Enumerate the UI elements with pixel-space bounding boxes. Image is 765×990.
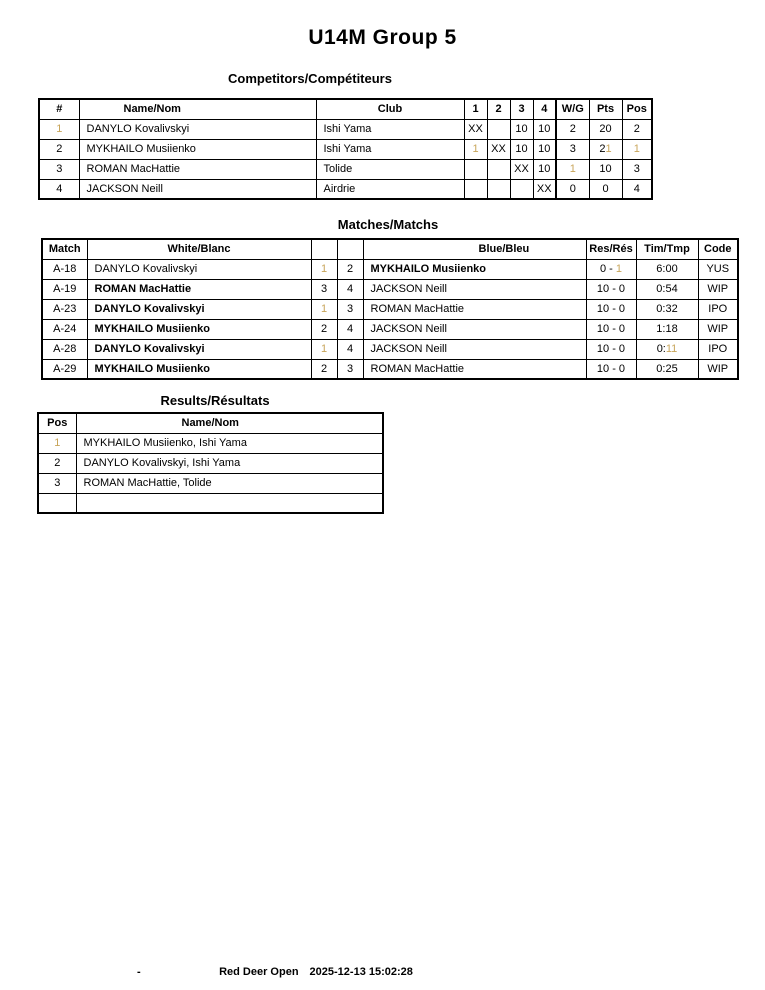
- text-segment: 0: [569, 182, 576, 195]
- time-cell: [636, 279, 698, 299]
- competitors-section-title: Competitors/Compétiteurs: [228, 71, 392, 86]
- text-segment: 1: [615, 263, 623, 275]
- wins-cell: [556, 179, 589, 199]
- text-segment: 0: [602, 182, 609, 195]
- results-header-row: [38, 413, 383, 433]
- white-name-cell: [87, 339, 311, 359]
- text-segment: 0:: [656, 343, 666, 355]
- white-name-cell: [87, 359, 311, 379]
- text-segment: DANYLO Kovalivskyi: [94, 343, 205, 355]
- text-segment: 1: [569, 163, 576, 175]
- text-segment: 1: [320, 263, 328, 275]
- col-header-blue: Blue/Bleu: [363, 239, 586, 259]
- text-segment: 0:32: [656, 303, 678, 315]
- grid-score-cell: [510, 139, 533, 159]
- col-header-grid-2: 2: [487, 99, 510, 119]
- result-position-cell: [38, 493, 76, 513]
- result-name-cell: MYKHAILO Musiienko, Ishi Yama: [76, 433, 383, 453]
- page-title: U14M Group 5: [308, 26, 457, 49]
- col-header-grid-4: 4: [533, 99, 556, 119]
- text-segment: 4: [56, 182, 63, 195]
- text-segment: 10: [599, 163, 612, 175]
- competitor-name-cell: DANYLO Kovalivskyi: [79, 119, 316, 139]
- match-row: [42, 319, 738, 339]
- col-header-position: Pos: [622, 99, 652, 119]
- result-cell: [586, 339, 636, 359]
- white-name-cell: [87, 279, 311, 299]
- match-row: [42, 279, 738, 299]
- code-cell: YUS: [698, 259, 738, 279]
- text-segment: 20: [599, 123, 612, 135]
- result-row: [38, 473, 383, 493]
- white-name-cell: [87, 319, 311, 339]
- text-segment: 2: [346, 263, 354, 275]
- competitor-club-cell: Ishi Yama: [316, 119, 464, 139]
- position-cell: [622, 119, 652, 139]
- text-segment: 2: [633, 123, 640, 135]
- text-segment: 1:18: [656, 323, 678, 335]
- col-header-name: Name/Nom: [76, 413, 383, 433]
- text-segment: 2: [320, 323, 328, 335]
- blue-name-cell: [363, 359, 586, 379]
- blue-number-cell: [337, 279, 363, 299]
- result-cell: [586, 259, 636, 279]
- text-segment: JACKSON Neill: [370, 323, 447, 335]
- blue-number-cell: [337, 359, 363, 379]
- result-position-cell: [38, 453, 76, 473]
- competitor-name-cell: ROMAN MacHattie: [79, 159, 316, 179]
- text-segment: 10 - 0: [596, 303, 626, 315]
- time-cell: [636, 259, 698, 279]
- grid-score-cell: [533, 139, 556, 159]
- code-cell: WIP: [698, 279, 738, 299]
- blue-number-cell: [337, 299, 363, 319]
- results-table: [37, 412, 384, 514]
- text-segment: 10 - 0: [596, 343, 626, 355]
- points-cell: [589, 179, 622, 199]
- text-segment: 1: [633, 143, 640, 155]
- grid-score-cell: [533, 159, 556, 179]
- col-header-name: Name/Nom: [79, 99, 316, 119]
- match-id-cell: A-28: [42, 339, 87, 359]
- white-number-cell: [311, 359, 337, 379]
- code-cell: IPO: [698, 299, 738, 319]
- text-segment: MYKHAILO Musiienko: [94, 323, 211, 335]
- matches-table: [41, 238, 739, 380]
- col-header-grid-3: 3: [510, 99, 533, 119]
- text-segment: 10 - 0: [596, 362, 626, 375]
- competitor-row: [39, 179, 652, 199]
- text-segment: XX: [514, 163, 529, 175]
- col-header-code: Code: [698, 239, 738, 259]
- text-segment: 1: [472, 143, 479, 155]
- col-header-wins: W/G: [556, 99, 589, 119]
- position-cell: [622, 179, 652, 199]
- text-segment: 3: [320, 283, 328, 295]
- col-header-points: Pts: [589, 99, 622, 119]
- wins-cell: [556, 119, 589, 139]
- time-cell: [636, 319, 698, 339]
- blue-number-cell: [337, 339, 363, 359]
- wins-cell: [556, 159, 589, 179]
- text-segment: ROMAN MacHattie: [370, 303, 465, 315]
- text-segment: 3: [54, 477, 61, 489]
- text-segment: 2: [54, 457, 61, 469]
- text-segment: 4: [346, 283, 354, 295]
- col-header-result: Res/Rés: [586, 239, 636, 259]
- grid-score-cell: [487, 159, 510, 179]
- time-cell: [636, 359, 698, 379]
- footer-timestamp: 2025-12-13 15:02:28: [309, 966, 413, 978]
- text-segment: 10: [515, 143, 528, 155]
- blue-name-cell: [363, 299, 586, 319]
- competitor-number-cell: [39, 119, 79, 139]
- matches-section-title: Matches/Matchs: [337, 217, 439, 232]
- competitor-number-cell: [39, 159, 79, 179]
- text-segment: 2: [569, 123, 576, 135]
- text-segment: 10 - 0: [596, 323, 626, 335]
- white-number-cell: [311, 259, 337, 279]
- points-cell: [589, 119, 622, 139]
- white-number-cell: [311, 319, 337, 339]
- col-header-number: #: [39, 99, 79, 119]
- text-segment: 3: [346, 362, 354, 375]
- competitor-name-cell: MYKHAILO Musiienko: [79, 139, 316, 159]
- grid-score-cell: [464, 119, 487, 139]
- grid-score-cell: [533, 119, 556, 139]
- points-cell: [589, 139, 622, 159]
- col-header-white: White/Blanc: [87, 239, 311, 259]
- white-name-cell: [87, 299, 311, 319]
- text-segment: XX: [491, 143, 506, 155]
- results-section-title: Results/Résultats: [160, 393, 270, 408]
- col-header-blue-num: [337, 239, 363, 259]
- footer: [166, 966, 466, 978]
- text-segment: 3: [346, 303, 354, 315]
- text-segment: DANYLO Kovalivskyi: [94, 263, 198, 275]
- competitor-row: [39, 159, 652, 179]
- text-segment: 10: [515, 123, 528, 135]
- text-segment: XX: [536, 182, 552, 195]
- text-segment: XX: [468, 123, 483, 135]
- col-header-white-num: [311, 239, 337, 259]
- text-segment: 10: [538, 163, 551, 175]
- text-segment: JACKSON Neill: [370, 343, 447, 355]
- competitor-club-cell: Airdrie: [316, 179, 464, 199]
- points-cell: [589, 159, 622, 179]
- text-segment: 4: [346, 343, 354, 355]
- grid-score-cell: [510, 119, 533, 139]
- text-segment: MYKHAILO Musiienko: [94, 362, 211, 375]
- grid-score-cell: [510, 179, 533, 199]
- result-cell: [586, 279, 636, 299]
- text-segment: 11: [665, 343, 678, 355]
- position-cell: [622, 139, 652, 159]
- match-id-cell: A-19: [42, 279, 87, 299]
- wins-cell: [556, 139, 589, 159]
- competitors-header-row: [39, 99, 652, 119]
- result-name-cell: ROMAN MacHattie, Tolide: [76, 473, 383, 493]
- text-segment: 2: [599, 143, 606, 155]
- blue-number-cell: [337, 259, 363, 279]
- time-cell: [636, 339, 698, 359]
- text-segment: 2: [320, 362, 328, 375]
- text-segment: 0 -: [599, 263, 616, 275]
- white-number-cell: [311, 339, 337, 359]
- blue-name-cell: [363, 259, 586, 279]
- text-segment: 3: [633, 163, 640, 175]
- text-segment: JACKSON Neill: [370, 283, 447, 295]
- text-segment: 10 - 0: [596, 283, 626, 295]
- time-cell: [636, 299, 698, 319]
- blue-name-cell: [363, 339, 586, 359]
- result-row: [38, 433, 383, 453]
- match-row: [42, 359, 738, 379]
- text-segment: 1: [54, 437, 61, 449]
- col-header-club: Club: [316, 99, 464, 119]
- match-row: [42, 259, 738, 279]
- grid-score-cell: [510, 159, 533, 179]
- result-cell: [586, 299, 636, 319]
- match-row: [42, 299, 738, 319]
- competitor-club-cell: Ishi Yama: [316, 139, 464, 159]
- match-id-cell: A-23: [42, 299, 87, 319]
- text-segment: 2: [56, 143, 63, 155]
- result-row: [38, 453, 383, 473]
- grid-score-cell: [464, 179, 487, 199]
- result-cell: [586, 319, 636, 339]
- text-segment: 0:54: [656, 283, 678, 295]
- blue-name-cell: [363, 279, 586, 299]
- result-cell: [586, 359, 636, 379]
- blue-number-cell: [337, 319, 363, 339]
- match-id-cell: A-29: [42, 359, 87, 379]
- col-header-match: Match: [42, 239, 87, 259]
- code-cell: WIP: [698, 359, 738, 379]
- text-segment: 1: [320, 303, 328, 315]
- text-segment: 1: [605, 143, 612, 155]
- text-segment: 4: [633, 182, 640, 195]
- text-segment: 10: [538, 123, 551, 135]
- position-cell: [622, 159, 652, 179]
- competitor-number-cell: [39, 179, 79, 199]
- competitors-table: [38, 98, 653, 200]
- text-segment: 3: [569, 143, 576, 155]
- blue-name-cell: [363, 319, 586, 339]
- text-segment: 0:25: [656, 362, 678, 375]
- text-segment: 3: [56, 163, 63, 175]
- white-name-cell: [87, 259, 311, 279]
- text-segment: 4: [346, 323, 354, 335]
- footer-page-dash: -: [137, 966, 141, 978]
- text-segment: MYKHAILO Musiienko: [370, 263, 487, 275]
- competitor-name-cell: JACKSON Neill: [79, 179, 316, 199]
- matches-header-row: [42, 239, 738, 259]
- grid-score-cell: [464, 159, 487, 179]
- grid-score-cell: [533, 179, 556, 199]
- col-header-time: Tim/Tmp: [636, 239, 698, 259]
- code-cell: WIP: [698, 319, 738, 339]
- competitor-row: [39, 119, 652, 139]
- match-id-cell: A-24: [42, 319, 87, 339]
- text-segment: DANYLO Kovalivskyi: [94, 303, 205, 315]
- text-segment: 10: [538, 143, 551, 155]
- code-cell: IPO: [698, 339, 738, 359]
- result-position-cell: [38, 433, 76, 453]
- text-segment: 6:00: [656, 263, 678, 275]
- grid-score-cell: [487, 179, 510, 199]
- grid-score-cell: [464, 139, 487, 159]
- text-segment: 1: [320, 343, 328, 355]
- white-number-cell: [311, 279, 337, 299]
- result-name-cell: DANYLO Kovalivskyi, Ishi Yama: [76, 453, 383, 473]
- col-header-position: Pos: [38, 413, 76, 433]
- text-segment: 1: [56, 123, 63, 135]
- result-row: [38, 493, 383, 513]
- white-number-cell: [311, 299, 337, 319]
- result-position-cell: [38, 473, 76, 493]
- footer-event-name: Red Deer Open: [219, 966, 299, 978]
- match-row: [42, 339, 738, 359]
- text-segment: ROMAN MacHattie: [94, 283, 192, 295]
- text-segment: ROMAN MacHattie: [370, 362, 465, 375]
- result-name-cell: [76, 493, 383, 513]
- match-id-cell: A-18: [42, 259, 87, 279]
- grid-score-cell: [487, 119, 510, 139]
- competitor-number-cell: [39, 139, 79, 159]
- grid-score-cell: [487, 139, 510, 159]
- competitor-club-cell: Tolide: [316, 159, 464, 179]
- competitor-row: [39, 139, 652, 159]
- col-header-grid-1: 1: [464, 99, 487, 119]
